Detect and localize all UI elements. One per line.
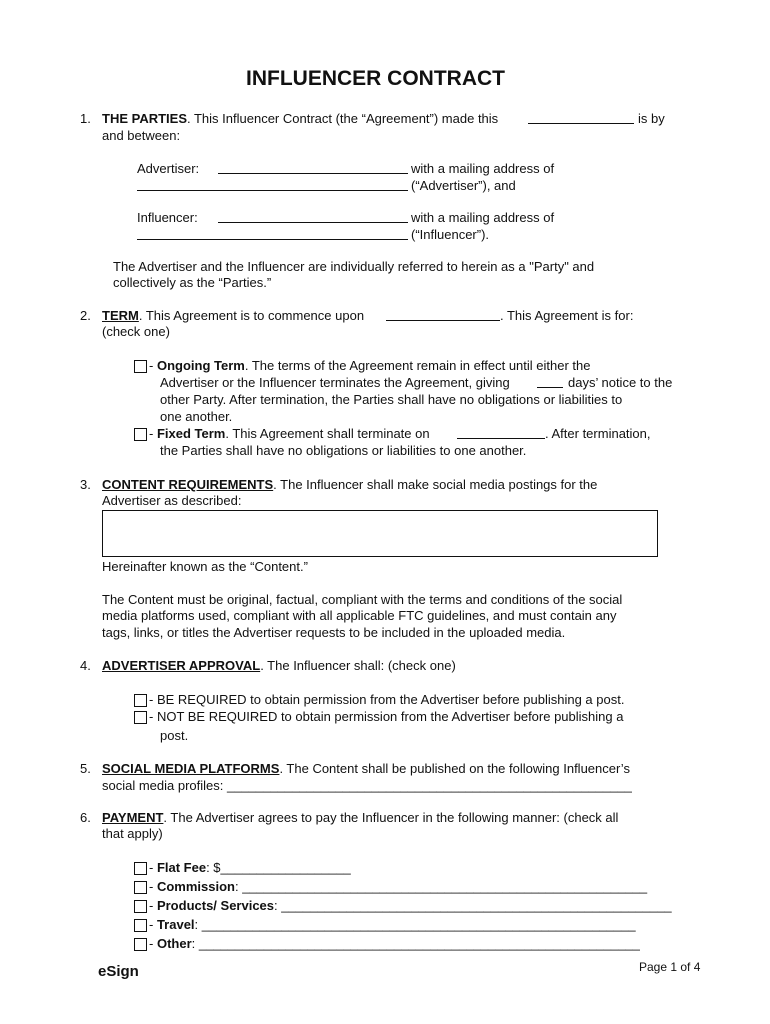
section-6-text: . The Advertiser agrees to pay the Influencer in the following manner: (check all: [163, 810, 619, 825]
approval-required-checkbox[interactable]: [134, 694, 147, 707]
travel-checkbox[interactable]: [134, 919, 147, 932]
ongoing-term-line-1: - Ongoing Term. The terms of the Agreement remain in effect until either the: [149, 358, 591, 373]
section-3-text: . The Influencer shall make social media postings for the: [273, 477, 598, 492]
fixed-term-line-1: - Fixed Term. This Agreement shall terminate on: [149, 426, 430, 441]
esign-logo: eSign: [98, 963, 139, 980]
travel-line: - Travel: ____________________________________________________________: [149, 917, 636, 932]
advertiser-alias: (“Advertiser”), and: [411, 178, 516, 193]
social-media-profiles-field[interactable]: social media profiles: ________________________________________________________: [102, 778, 632, 793]
term-start-date-field[interactable]: [386, 307, 500, 325]
fixed-term-checkbox[interactable]: [134, 428, 147, 441]
section-5-text: . The Content shall be published on the following Influencer’s: [279, 761, 630, 776]
approval-not-required-text-cont: post.: [160, 728, 189, 743]
commission-label: Commission: [156, 879, 235, 894]
content-description-box[interactable]: [102, 510, 658, 557]
flat-fee-line: - Flat Fee: $__________________: [149, 860, 351, 875]
products-services-label: Products/ Services: [156, 898, 275, 913]
commission-field[interactable]: : ________________________________________________________: [234, 879, 648, 894]
advertiser-address-field[interactable]: [137, 177, 408, 195]
section-1-intro-tail: is by: [638, 111, 665, 126]
products-services-checkbox[interactable]: [134, 900, 147, 913]
parties-paragraph-line-2: collectively as the “Parties.”: [113, 275, 272, 290]
ongoing-term-text-3: other Party. After termination, the Parties shall have no obligations or liabilities to: [160, 392, 623, 407]
ongoing-term-text-4: one another.: [160, 409, 233, 424]
flat-fee-field[interactable]: : $__________________: [206, 860, 351, 875]
section-6-heading: PAYMENT: [102, 810, 164, 825]
section-2-text-tail: . This Agreement is for:: [500, 308, 634, 323]
ongoing-term-text-1: . The terms of the Agreement remain in effect until either the: [244, 358, 591, 373]
section-2-heading: TERM: [102, 308, 139, 323]
influencer-name-field[interactable]: [218, 209, 408, 227]
section-6-number: 6.: [80, 810, 91, 825]
content-paragraph-line-2: media platforms used, compliant with all applicable FTC guidelines, and must contain any: [102, 608, 617, 623]
section-6-text-cont: that apply): [102, 826, 163, 841]
approval-not-required-checkbox[interactable]: [134, 711, 147, 724]
document-title: INFLUENCER CONTRACT: [246, 67, 505, 90]
other-checkbox[interactable]: [134, 938, 147, 951]
content-paragraph-line-3: tags, links, or titles the Advertiser requests to be included in the uploaded media.: [102, 625, 566, 640]
ongoing-term-label: Ongoing Term: [156, 358, 245, 373]
travel-field[interactable]: : ____________________________________________________________: [194, 917, 636, 932]
section-2-check-one: (check one): [102, 324, 170, 339]
content-known-as: Hereinafter known as the “Content.”: [102, 559, 308, 574]
influencer-mailing-text: with a mailing address of: [411, 210, 555, 225]
section-1-heading: THE PARTIES: [102, 111, 187, 126]
agreement-date-field[interactable]: [528, 110, 634, 128]
flat-fee-checkbox[interactable]: [134, 862, 147, 875]
section-5-heading: SOCIAL MEDIA PLATFORMS: [102, 761, 280, 776]
page-number: Page 1 of 4: [639, 960, 701, 974]
influencer-alias: (“Influencer”).: [411, 227, 490, 242]
fixed-term-text-1: . This Agreement shall terminate on: [225, 426, 430, 441]
section-2-intro: [102, 307, 364, 324]
section-1-intro: [102, 110, 498, 127]
advertiser-label: Advertiser:: [137, 161, 200, 176]
other-field[interactable]: : _____________________________________________________________: [191, 936, 640, 951]
section-3-heading: CONTENT REQUIREMENTS: [102, 477, 274, 492]
other-label: Other: [156, 936, 192, 951]
ongoing-term-checkbox[interactable]: [134, 360, 147, 373]
section-5-number: 5.: [80, 761, 91, 776]
ongoing-term-text-2: Advertiser or the Influencer terminates the Agreement, giving: [160, 375, 510, 390]
influencer-address-field[interactable]: [137, 226, 408, 244]
approval-not-required-text: - NOT BE REQUIRED to obtain permission from the Advertiser before publishing a: [149, 709, 624, 724]
section-3-intro: [102, 476, 597, 493]
section-1-intro-text: . This Influencer Contract (the “Agreement”) made this: [187, 111, 499, 126]
section-4-number: 4.: [80, 658, 91, 673]
flat-fee-label: Flat Fee: [156, 860, 207, 875]
termination-date-field[interactable]: [457, 425, 545, 443]
approval-required-text: - BE REQUIRED to obtain permission from the Advertiser before publishing a post.: [149, 692, 625, 707]
parties-paragraph-line-1: The Advertiser and the Influencer are individually referred to herein as a "Party" and: [113, 259, 595, 274]
section-3-text-cont: Advertiser as described:: [102, 493, 242, 508]
advertiser-name-field[interactable]: [218, 160, 408, 178]
fixed-term-text-2: the Parties shall have no obligations or liabilities to one another.: [160, 443, 527, 458]
section-4-heading: ADVERTISER APPROVAL: [102, 658, 261, 673]
content-paragraph-line-1: The Content must be original, factual, compliant with the terms and conditions of the social: [102, 592, 623, 607]
section-4-intro: [102, 657, 456, 674]
influencer-label: Influencer:: [137, 210, 198, 225]
advertiser-mailing-text: with a mailing address of: [411, 161, 555, 176]
commission-line: - Commission: ________________________________________________________: [149, 879, 648, 894]
fixed-term-text-1b: . After termination,: [545, 426, 651, 441]
section-3-number: 3.: [80, 477, 91, 492]
ongoing-term-text-2b: days’ notice to the: [568, 375, 673, 390]
section-1-number: 1.: [80, 111, 91, 126]
section-4-text: . The Influencer shall: (check one): [260, 658, 456, 673]
fixed-term-label: Fixed Term: [156, 426, 226, 441]
other-line: - Other: _____________________________________________________________: [149, 936, 640, 951]
section-6-intro: [102, 809, 618, 826]
commission-checkbox[interactable]: [134, 881, 147, 894]
products-services-line: - Products/ Services: ______________________________________________________: [149, 898, 672, 913]
travel-label: Travel: [156, 917, 195, 932]
section-2-text: . This Agreement is to commence upon: [138, 308, 365, 323]
section-2-number: 2.: [80, 308, 91, 323]
section-5-intro: [102, 760, 630, 777]
section-1-intro-cont: and between:: [102, 128, 181, 143]
notice-days-field[interactable]: [537, 374, 563, 392]
products-services-field[interactable]: : ______________________________________________________: [274, 898, 672, 913]
